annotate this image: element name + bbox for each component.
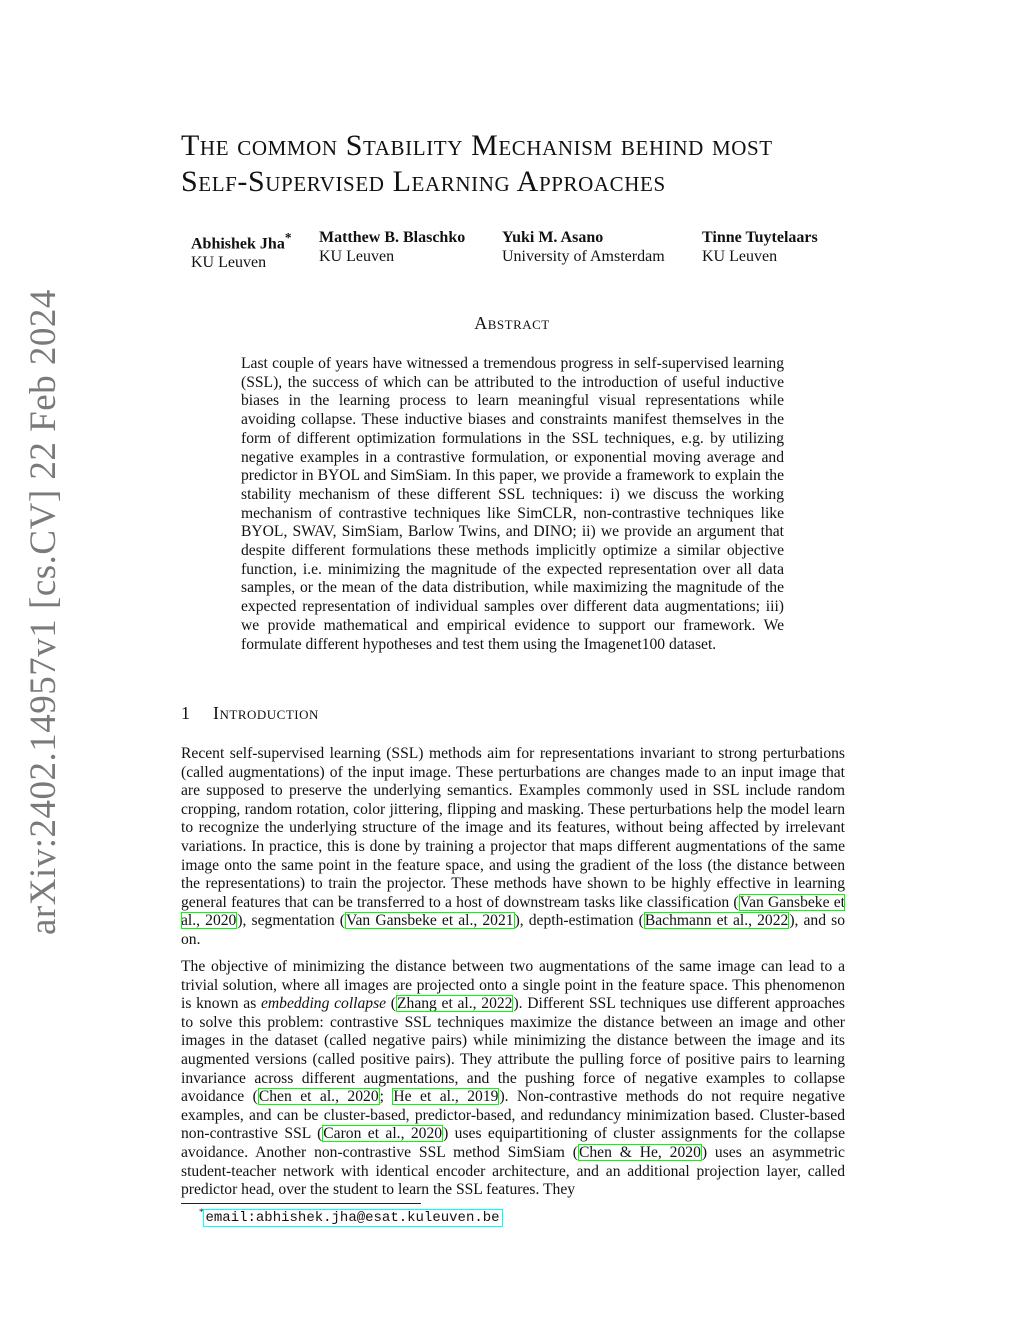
author-affiliation: KU Leuven <box>319 248 395 265</box>
citation-link[interactable]: Zhang et al., 2022 <box>397 995 513 1013</box>
author-affiliation: KU Leuven <box>702 248 778 265</box>
author-name: Tinne Tuytelaars <box>702 229 818 246</box>
citation-link[interactable]: Bachmann et al., 2022 <box>644 912 789 930</box>
citation-link[interactable]: Van Gansbeke et al., 2021 <box>345 912 514 930</box>
author-affiliation: KU Leuven <box>191 254 267 272</box>
citation-link[interactable]: He et al., 2019 <box>393 1088 499 1106</box>
author-affiliation: University of Amsterdam <box>502 248 665 265</box>
citation-link[interactable]: Chen et al., 2020 <box>258 1088 379 1106</box>
abstract-text: Last couple of years have witnessed a tremendous progress in self-supervised learning (SSL), the success of which can be attributed to the introduction of useful inductive biases in the learning process to learn meaningful visual representations while avoiding collapse. These inductive biases and constraints manifest themselves in the form of different optimization formulations in the SSL techniques, e.g. by utilizing negative examples in a contrastive formulation, or exponential moving average and predictor in BYOL and SimSiam. In this paper, we provide a framework to explain the stability mechanism of these different SSL techniques: i) we discuss the working mechanism of contrastive techniques like SimCLR, non-contrastive techniques like BYOL, SWAV, SimSiam, Barlow Twins, and DINO; ii) we provide an argument that despite different formulations these methods implicitly optimize a similar objective function, i.e. minimizing the magnitude of the expected representation over all data samples, or the mean of the data distribution, while maximizing the magnitude of the expected representation of individual samples over different data augmentations; iii) we provide mathematical and empirical evidence to support our framework. We formulate different hypotheses and test them using the Imagenet100 dataset. <box>241 355 784 653</box>
intro-paragraph-2: The objective of minimizing the distance between two augmentations of the same image can lead to a trivial solution, where all images are projected onto a single point in the feature space. This phenomenon is known as embedding collapse (Zhang et al., 2022). Different SSL techniques use different approaches to solve this problem: contrastive SSL techniques maximize the distance between an image and other images in the dataset (called negative pairs) while minimizing the distance between the image and its augmented versions (called positive pairs). They attribute the pulling force of positive pairs to learning invariance across different augmentations, and the pushing force of negative examples to collapse avoidance (Chen et al., 2020; He et al., 2019). Non-contrastive methods do not require negative examples, and can be cluster-based, predictor-based, and redundancy minimization based. Cluster-based non-contrastive SSL (Caron et al., 2020) uses equipartitioning of cluster assignments for the collapse avoidance. Another non-contrastive SSL method SimSiam (Chen & He, 2020) uses an asymmetric student-teacher network with identical encoder architecture, and an additional projection layer, called predictor head, over the student to learn the SSL features. They <box>181 958 846 1199</box>
section-heading-introduction <box>181 703 319 724</box>
citation-link[interactable]: Van Gansbeke et al., 2020 <box>181 893 845 930</box>
author-block <box>319 228 465 266</box>
email-link[interactable]: email:abhishek.jha@esat.kuleuven.be <box>205 1209 500 1226</box>
author-block <box>191 228 292 272</box>
footnote-mark: * <box>199 1207 204 1217</box>
author-block <box>502 228 665 266</box>
section-number: 1 <box>181 703 190 723</box>
section-title: Introduction <box>213 703 319 723</box>
emphasized-term: embedding collapse <box>260 995 387 1013</box>
author-name: Abhishek Jha* <box>191 230 292 253</box>
author-block <box>702 228 818 266</box>
author-name: Matthew B. Blaschko <box>319 229 466 246</box>
footnote-divider <box>181 1203 421 1204</box>
paper-title <box>181 128 881 200</box>
abstract-heading: Abstract <box>474 313 550 333</box>
arxiv-identifier-stamp: arXiv:2402.14957v1 [cs.CV] 22 Feb 2024 <box>23 289 64 935</box>
intro-paragraph-1: Recent self-supervised learning (SSL) methods aim for representations invariant to strong perturbations (called augmentations) of the input image. These perturbations are changes made to an input image that are supposed to preserve the underlying semantics. Examples commonly used in SSL include random cropping, random rotation, color jittering, flipping and masking. These perturbations help the model learn to recognize the underlying structure of the image and its features, without being affected by irrelevant variations. In practice, this is done by training a projector that maps different augmentations of the same image onto the same point in the feature space, and using the gradient of the loss (the distance between the representations) to train the projector. These methods have shown to be highly effective in learning general features that can be transferred to a host of downstream tasks like classification (Van Gansbeke et al., 2020), segmentation (Van Gansbeke et al., 2021), depth-estimation (Bachmann et al., 2022), and so on. <box>181 745 845 948</box>
title-line-1: The common Stability Mechanism behind most <box>181 129 773 162</box>
footnote <box>199 1207 502 1226</box>
author-footnote-mark: * <box>284 230 292 245</box>
title-line-2: Self-Supervised Learning Approaches <box>181 165 666 198</box>
citation-link[interactable]: Caron et al., 2020 <box>323 1125 443 1143</box>
author-name: Yuki M. Asano <box>502 229 604 246</box>
citation-link[interactable]: Chen & He, 2020 <box>578 1143 701 1161</box>
